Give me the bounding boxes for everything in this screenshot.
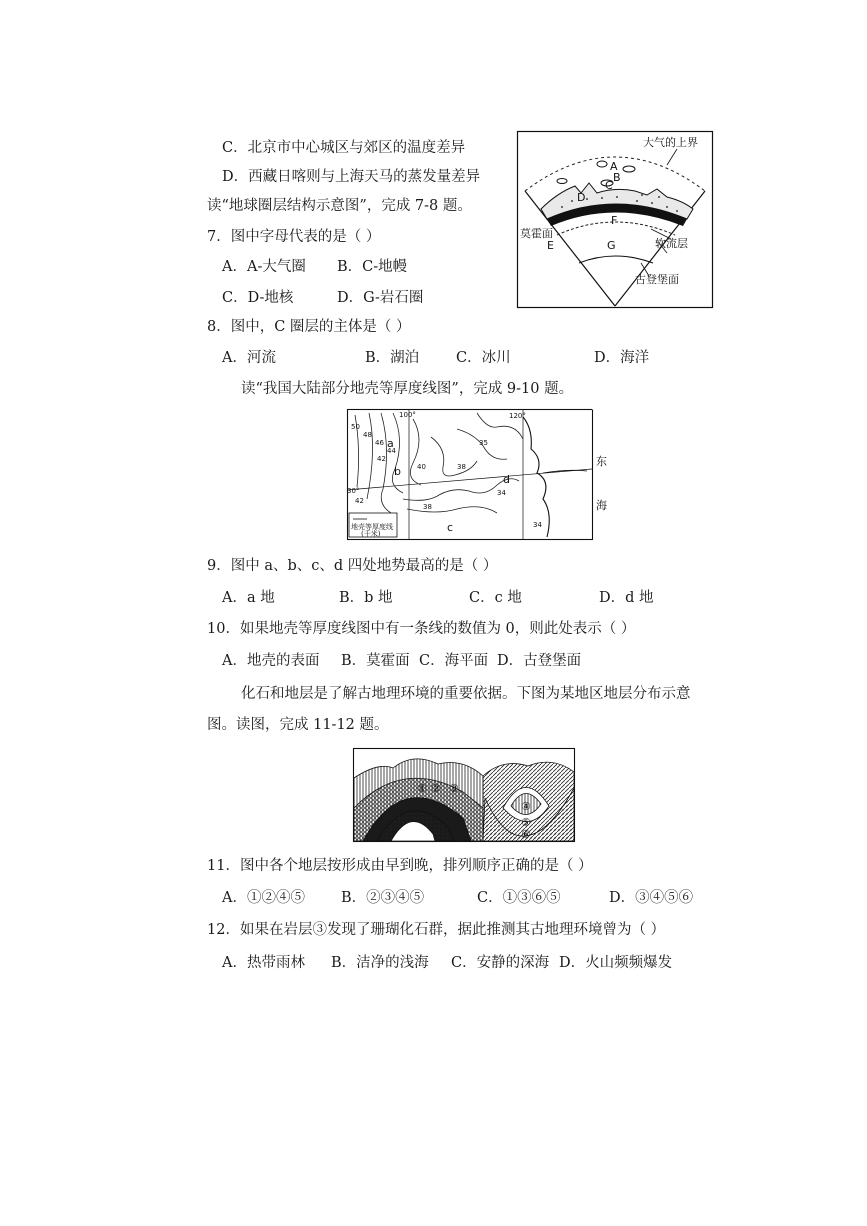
label-C: C bbox=[605, 179, 613, 192]
label-atmosphere-top: 大气的上界 bbox=[643, 136, 698, 149]
q12-stem: 12．如果在岩层③发现了珊瑚化石群，据此推测其古地理环境曾为（ ） bbox=[207, 922, 666, 938]
q12-option-d: D．火山频频爆发 bbox=[559, 955, 673, 971]
iso-44: 44 bbox=[387, 447, 396, 455]
q8-stem: 8．图中，C 圈层的主体是（ ） bbox=[207, 319, 411, 335]
q10-option-c: C．海平面 bbox=[419, 653, 489, 669]
q11-option-b: B．②③④⑤ bbox=[341, 890, 425, 906]
q7-stem: 7．图中字母代表的是（ ） bbox=[207, 229, 381, 245]
iso-38: 38 bbox=[457, 463, 466, 471]
q11-option-c: C．①③⑥⑤ bbox=[477, 890, 561, 906]
point-a: a bbox=[387, 437, 394, 450]
point-d: d bbox=[503, 473, 510, 486]
q9-option-b: B．b 地 bbox=[339, 590, 393, 606]
stratum-3: ③ bbox=[449, 782, 459, 795]
label-asthenosphere: 软流层 bbox=[655, 237, 688, 250]
q9-option-d: D．d 地 bbox=[599, 590, 654, 606]
stratum-5: ⑤ bbox=[521, 816, 531, 829]
legend-unit: (千米) bbox=[361, 530, 381, 538]
label-F: F bbox=[611, 214, 618, 227]
iso-40: 40 bbox=[417, 463, 426, 471]
q9-option-a: A．a 地 bbox=[222, 590, 275, 606]
strata-figure bbox=[353, 748, 575, 842]
q11-12-intro-line2: 图。读图，完成 11-12 题。 bbox=[207, 717, 389, 733]
iso-34b: 34 bbox=[497, 489, 506, 497]
legend-title: 地壳等厚度线 bbox=[351, 523, 393, 531]
q9-10-intro: 读“我国大陆部分地壳等厚度线图”，完成 9-10 题。 bbox=[241, 381, 574, 397]
iso-42: 42 bbox=[355, 497, 364, 505]
q8-option-d: D．海洋 bbox=[594, 350, 650, 366]
q9-stem: 9．图中 a、b、c、d 四处地势最高的是（ ） bbox=[207, 558, 498, 574]
q8-option-c: C．冰川 bbox=[456, 350, 511, 366]
label-G: G bbox=[607, 239, 616, 252]
point-c: c bbox=[447, 521, 454, 534]
iso-38b: 38 bbox=[423, 503, 432, 511]
crust-thickness-map bbox=[347, 409, 607, 540]
q11-option-d: D．③④⑤⑥ bbox=[609, 890, 694, 906]
iso-34: 34 bbox=[533, 521, 542, 529]
q7-option-a: A．A-大气圈 bbox=[222, 259, 306, 275]
stratum-2: ② bbox=[431, 782, 441, 795]
q10-stem: 10．如果地壳等厚度线图中有一条线的数值为 0，则此处表示（ ） bbox=[207, 621, 636, 637]
q12-option-c: C．安静的深海 bbox=[451, 955, 550, 971]
stratum-1: ① bbox=[417, 782, 427, 795]
iso-42b: 42 bbox=[377, 455, 386, 463]
label-D: D bbox=[577, 191, 586, 204]
q11-12-intro-line1: 化石和地层是了解古地理环境的重要依据。下图为某地区地层分布示意 bbox=[241, 686, 691, 702]
q10-option-b: B．莫霍面 bbox=[341, 653, 410, 669]
label-B: B bbox=[613, 171, 621, 184]
iso-35: 35 bbox=[479, 439, 488, 447]
q7-option-b: B．C-地幔 bbox=[337, 259, 408, 275]
q7-option-c: C．D-地核 bbox=[222, 290, 294, 306]
q10-option-d: D．古登堡面 bbox=[497, 653, 582, 669]
q11-option-a: A．①②④⑤ bbox=[222, 890, 305, 906]
q6-option-c: C．北京市中心城区与郊区的温度差异 bbox=[222, 140, 466, 156]
label-moho: 莫霍面 bbox=[520, 227, 553, 240]
lon-120: 120° bbox=[509, 412, 526, 420]
q11-stem: 11．图中各个地层按形成由早到晚，排列顺序正确的是（ ） bbox=[207, 858, 593, 874]
label-E: E bbox=[547, 239, 554, 252]
q7-option-d: D．G-岩石圈 bbox=[337, 290, 424, 306]
q9-option-c: C．c 地 bbox=[469, 590, 522, 606]
q10-option-a: A．地壳的表面 bbox=[222, 653, 320, 669]
label-A: A bbox=[610, 160, 618, 173]
q12-option-b: B．洁净的浅海 bbox=[331, 955, 429, 971]
q12-option-a: A．热带雨林 bbox=[222, 955, 305, 971]
q8-option-b: B．湖泊 bbox=[365, 350, 420, 366]
label-east: 东 bbox=[596, 455, 607, 468]
label-sea: 海 bbox=[596, 499, 607, 512]
iso-46: 46 bbox=[375, 439, 384, 447]
iso-48: 48 bbox=[363, 431, 372, 439]
label-gutenberg: 古登堡面 bbox=[635, 273, 679, 286]
q6-option-d: D．西藏日喀则与上海天马的蒸发量差异 bbox=[222, 169, 481, 185]
lon-100: 100° bbox=[399, 411, 416, 419]
q8-option-a: A．河流 bbox=[222, 350, 276, 366]
point-b: b bbox=[394, 465, 401, 478]
stratum-4: ④ bbox=[521, 800, 531, 813]
q7-8-intro: 读“地球圈层结构示意图”，完成 7-8 题。 bbox=[207, 198, 472, 214]
stratum-6: ⑥ bbox=[521, 828, 531, 841]
iso-50: 50 bbox=[351, 423, 360, 431]
earth-layers-figure bbox=[517, 131, 713, 308]
lat-30: 30° bbox=[347, 487, 360, 495]
